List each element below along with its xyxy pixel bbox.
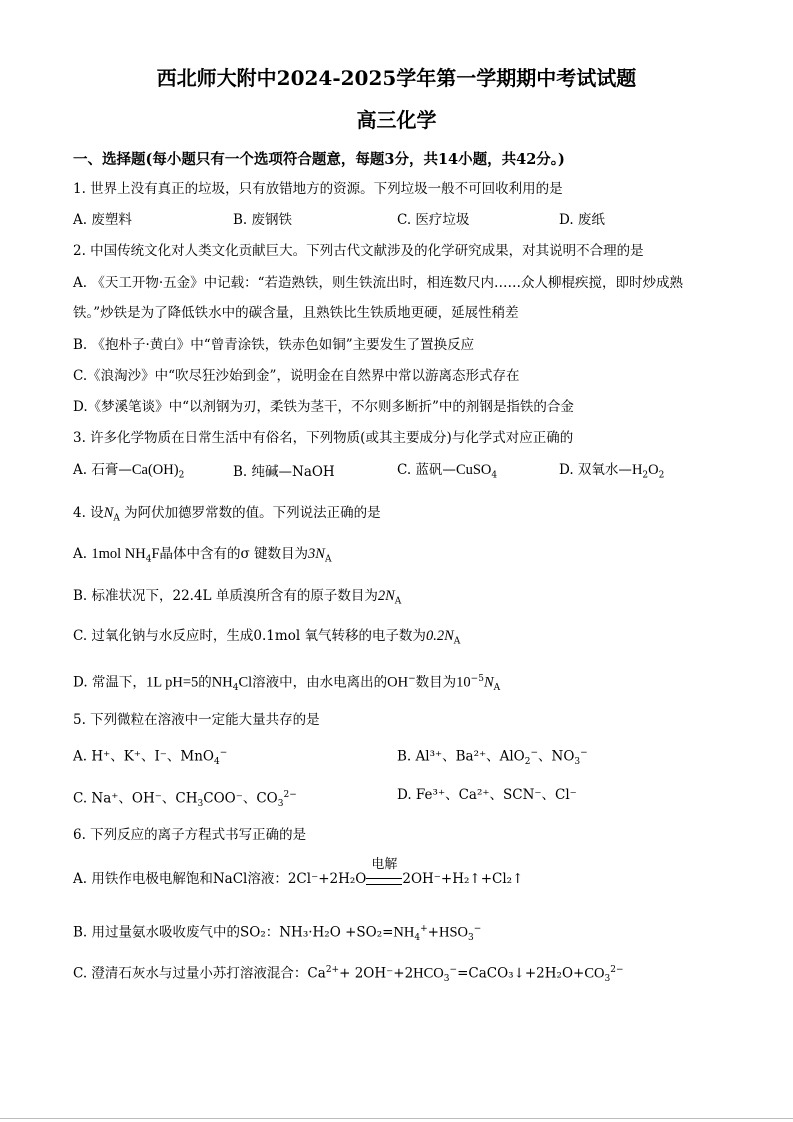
- q1-option-c: C. 医疗垃圾: [397, 212, 470, 228]
- q4-option-b: [73, 587, 401, 611]
- q1-option-b: B. 废钢铁: [233, 212, 293, 228]
- q3-option-a-sub: 2: [178, 470, 185, 481]
- q5-b-text: B. Al³⁺、Ba²⁺、AlO: [397, 748, 525, 765]
- q4-a-pre: A.: [73, 546, 92, 562]
- q4-option-a: [73, 545, 331, 569]
- q5-c-mid: COO⁻、CO: [203, 790, 278, 807]
- q6-c-ion2: CO: [584, 965, 605, 982]
- q5-option-b: [397, 744, 588, 771]
- electrolysis-equals-sign: [366, 857, 402, 890]
- section-heading: 一、选择题(每小题只有一个选项符合题意，每题3分，共14小题，共42分。): [73, 151, 565, 168]
- q4-d-condition: 1L pH=5: [145, 674, 199, 691]
- q6-c-ion: HCO: [413, 965, 444, 982]
- exam-subtitle: 高三化学: [356, 108, 437, 132]
- q4-d-salt: NH: [211, 674, 233, 691]
- q6-b-product2-sub: 3: [467, 933, 474, 944]
- q4-d-value2: N: [483, 674, 494, 691]
- q6-c-mid2: =CaCO₃↓+2H₂O+: [457, 965, 585, 982]
- q4-d-salt-sub: 4: [232, 683, 239, 694]
- q4-a-sub: 4: [145, 554, 152, 565]
- q3-option-a-formula: Ca(OH): [131, 462, 179, 478]
- q2-option-c: C.《浪淘沙》中“吹尽狂沙始到金”，说明金在自然界中常以游离态形式存在: [73, 368, 520, 384]
- q6-c-ion2-sub: 3: [604, 974, 611, 985]
- q3-option-d-sub1: 2: [642, 470, 649, 481]
- q2-option-a-line1: A. 《天工开物·五金》中记载：“若造熟铁，则生铁流出时，相连数尺内……众人柳棍疾搅，即时炒成熟: [73, 275, 684, 291]
- q5-c-sub2: 3: [277, 799, 284, 810]
- q5-c-sup2: 2−: [283, 790, 297, 800]
- q3-option-c: [397, 461, 497, 485]
- q6-option-b: [73, 920, 481, 947]
- q1-option-a: A. 废塑料: [73, 212, 132, 228]
- q6-option-a: [73, 857, 524, 890]
- q3-option-d-label: D. 双氧水—: [559, 462, 632, 478]
- q4-a-value-sub: A: [324, 554, 332, 565]
- q4-a-formula2: F: [151, 546, 160, 562]
- q5-b-tail-sup: −: [580, 748, 588, 758]
- q4-b-value-sub: A: [394, 596, 402, 607]
- double-line-icon: [366, 878, 402, 885]
- q4-d-ion: OH: [387, 674, 409, 691]
- q2-stem: 2. 中国传统文化对人类文化贡献巨大。下列古代文献涉及的化学研究成果，对其说明不合理的是: [73, 243, 644, 259]
- q3-option-d-sub2: 2: [658, 470, 665, 481]
- q6-c-ion-sub: 3: [443, 974, 450, 985]
- q4-stem: [73, 504, 381, 528]
- q6-option-c: [73, 961, 624, 988]
- q5-b-sub: 2: [524, 757, 531, 768]
- q1-option-d: D. 废纸: [559, 212, 605, 228]
- q6-b-product1-sub: 4: [414, 933, 421, 944]
- q5-a-text: A. H⁺、K⁺、I⁻、MnO: [73, 748, 214, 765]
- q4-b-value: 2N: [377, 588, 395, 604]
- q4-a-mid: 晶体中含有的σ 键数目为: [159, 546, 309, 562]
- electrolysis-condition: 电解: [371, 857, 398, 872]
- q3-option-b: B. 纯碱—NaOH: [233, 464, 335, 480]
- q3-option-c-label: C. 蓝矾—: [397, 462, 456, 478]
- q6-c-ion-sup: −: [449, 965, 458, 975]
- q4-d-pre: D. 常温下，: [73, 674, 146, 691]
- q4-d-ion-sup: −: [408, 674, 416, 684]
- q6-a-pre: A. 用铁作电极电解饱和NaCl溶液：2Cl⁻+2H₂O: [73, 871, 367, 887]
- q3-option-a: [73, 461, 184, 485]
- q5-c-sub: 3: [197, 799, 204, 810]
- q4-c-pre: C. 过氧化钠与水反应时，生成0.1mol 氧气转移的电子数为: [73, 628, 426, 644]
- q3-option-a-label: A. 石膏—: [73, 462, 132, 478]
- q4-a-value: 3N: [308, 546, 325, 562]
- q4-c-value: 0.2N: [425, 628, 454, 644]
- q5-b-tail-sub: 3: [574, 757, 581, 768]
- q4-stem-pre: 4. 设: [73, 505, 104, 521]
- q4-na-sub: A: [113, 513, 120, 524]
- q5-a-sub: 4: [214, 757, 220, 768]
- q5-b-sup: −: [530, 748, 539, 758]
- q6-b-product2: HSO: [438, 924, 468, 941]
- q1-stem: 1. 世界上没有真正的垃圾，只有放错地方的资源。下列垃圾一般不可回收利用的是: [73, 181, 563, 197]
- q3-option-d-mid: O: [648, 462, 659, 478]
- q6-b-product2-sup: −: [473, 924, 482, 934]
- q4-b-pre: B. 标准状况下，22.4L 单质溴所含有的原子数目为: [73, 588, 378, 604]
- q4-d-salt2: Cl: [238, 674, 253, 691]
- q5-a-sup: −: [219, 748, 228, 758]
- q4-option-c: [73, 627, 460, 651]
- q5-c-text: C. Na⁺、OH⁻、CH: [73, 790, 198, 807]
- q2-option-a-line2: 铁。”炒铁是为了降低铁水中的碳含量，且熟铁比生铁质地更硬，延展性稍差: [73, 305, 519, 321]
- q4-option-d: [73, 670, 500, 697]
- q6-b-product1: NH: [393, 924, 415, 941]
- q3-stem: 3. 许多化学物质在日常生活中有俗名，下列物质(或其主要成分)与化学式对应正确的: [73, 430, 574, 446]
- q6-c-mid1: + 2OH⁻+2: [339, 965, 414, 982]
- q4-d-mid1: 的: [198, 674, 212, 691]
- q4-stem-post: 为阿伏加德罗常数的值。下列说法正确的是: [124, 505, 381, 521]
- q6-a-post: 2OH⁻+H₂↑+Cl₂↑: [402, 871, 524, 887]
- q5-option-a: [73, 744, 227, 771]
- q4-c-value-sub: A: [453, 636, 461, 647]
- q3-option-d: [559, 461, 664, 485]
- q6-c-ion2-sup: 2−: [610, 965, 624, 975]
- q6-b-product1-sup: +: [420, 924, 428, 934]
- page-bottom-divider: [0, 1118, 793, 1119]
- q3-option-d-formula: H: [631, 462, 643, 478]
- q4-d-value-sup: −5: [470, 674, 484, 684]
- q6-b-pre: B. 用过量氨水吸收废气中的SO₂：NH₃·H₂O +SO₂=: [73, 924, 394, 941]
- q4-na-symbol: N: [103, 505, 114, 521]
- q5-b-tail: 、NO: [538, 748, 575, 765]
- q6-b-plus: +: [427, 924, 439, 941]
- q3-option-c-sub: 4: [491, 470, 498, 481]
- q4-a-formula: 1mol NH: [91, 546, 146, 562]
- q4-d-mid2: 溶液中，由水电离出的: [252, 674, 388, 691]
- q2-option-d: D.《梦溪笔谈》中“以剂钢为刃，柔铁为茎干，不尔则多断折”中的剂钢是指铁的合金: [73, 399, 574, 415]
- q5-option-d: D. Fe³⁺、Ca²⁺、SCN⁻、Cl⁻: [397, 787, 577, 803]
- q6-stem: 6. 下列反应的离子方程式书写正确的是: [73, 827, 307, 843]
- exam-title: 西北师大附中2024-2025学年第一学期期中考试试题: [156, 66, 637, 90]
- q5-stem: 5. 下列微粒在溶液中一定能大量共存的是: [73, 712, 320, 728]
- q5-option-c: [73, 786, 297, 813]
- q3-option-c-formula: CuSO: [455, 462, 492, 478]
- q6-c-pre: C. 澄清石灰水与过量小苏打溶液混合：Ca: [73, 965, 326, 982]
- q4-d-mid3: 数目为: [415, 674, 457, 691]
- q4-d-value: 10: [456, 674, 471, 691]
- q2-option-b: B. 《抱朴子·黄白》中“曾青涂铁，铁赤色如铜”主要发生了置换反应: [73, 337, 475, 353]
- q4-d-value2-sub: A: [493, 683, 501, 694]
- q6-c-sup1: 2+: [325, 965, 340, 975]
